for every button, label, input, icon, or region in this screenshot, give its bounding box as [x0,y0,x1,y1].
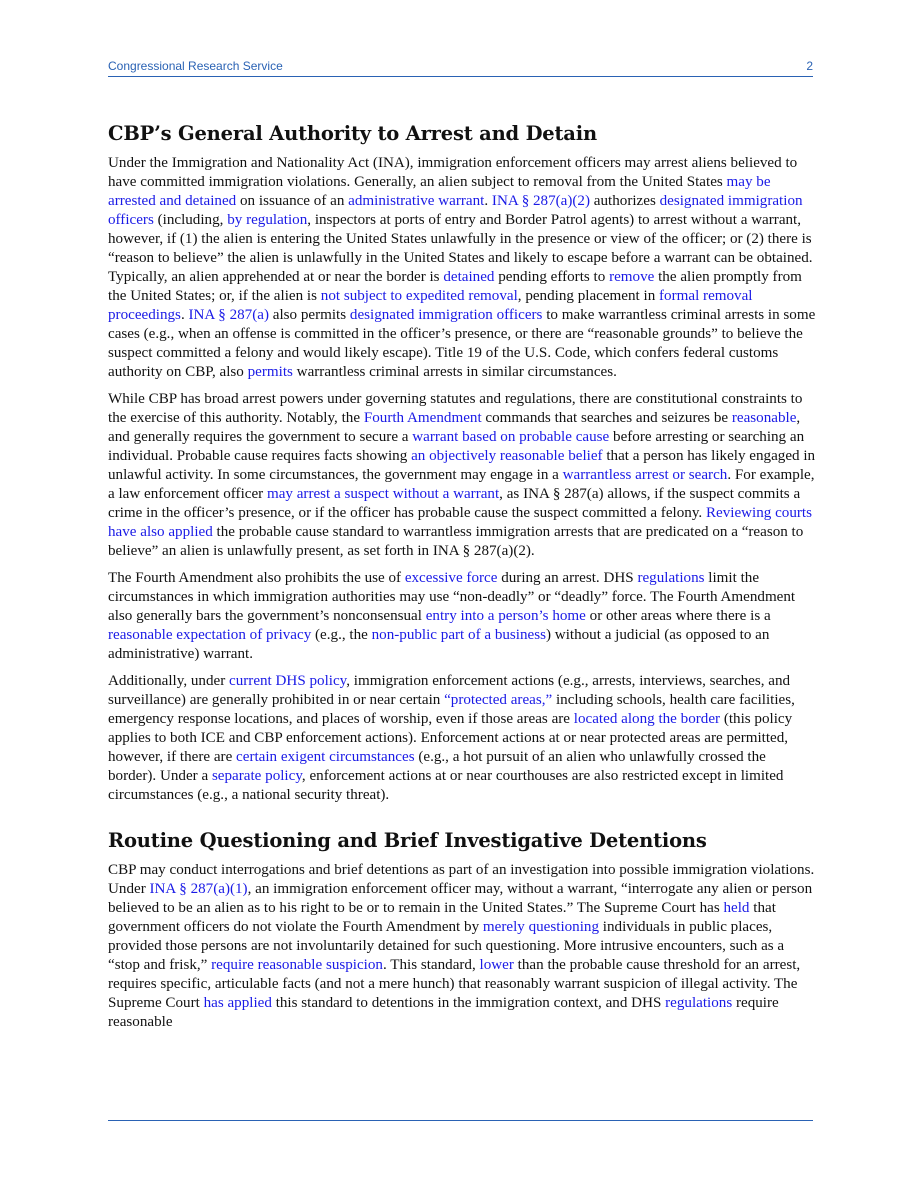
paragraph [108,861,816,1032]
text-run: also permits [268,307,350,323]
inline-link[interactable]: non-public part of a business [371,627,546,643]
inline-link[interactable]: Fourth Amendment [363,410,482,426]
inline-link[interactable]: regulations [665,995,733,1011]
text-run: than the probable cause threshold for an arrest, requires specific, articulable facts (and not a mere hunch) that reasonably warrant suspicion of illegal activity. The Supreme Court [108,957,801,1011]
header-page-number: 2 [806,59,813,73]
inline-link[interactable]: formal removal proceedings [108,288,753,323]
inline-link[interactable]: lower [479,957,514,973]
text-run: including schools, health care facilities, emergency response locations, and places of worship, even if those areas are [108,692,795,727]
text-run: during an arrest. DHS [497,570,638,586]
text-run: CBP may conduct interrogations and brief detentions as part of an investigation into possible immigration violations. Under [108,862,815,897]
text-run: , an immigration enforcement officer may, without a warrant, “interrogate any alien or person believed to be an alien as to his right to be or to remain in the United States.” The Supreme Court has [108,881,813,916]
text-run: that government officers do not violate the Fourth Amendment by [108,900,776,935]
paragraph [108,390,816,561]
inline-link[interactable]: merely questioning [482,919,600,935]
text-run: . This standard, [382,957,480,973]
inline-link[interactable]: Reviewing courts have also applied [108,505,812,540]
text-run: the alien promptly from the United States; or, if the alien is [108,269,802,304]
text-run: (e.g., a hot pursuit of an alien who unlawfully crossed the border). Under a [108,749,766,784]
inline-link[interactable]: detained [443,269,495,285]
text-run: (including, [153,212,228,228]
text-run: . [484,193,492,209]
inline-link[interactable]: certain exigent circumstances [236,749,415,765]
inline-link[interactable]: require reasonable suspicion [211,957,383,973]
inline-link[interactable]: designated immigration officers [108,193,803,228]
inline-link[interactable]: administrative warrant [348,193,485,209]
text-run: Additionally, under [108,673,230,689]
text-run: pending efforts to [494,269,610,285]
text-run: Under the Immigration and Nationality Act (INA), immigration enforcement officers may arrest aliens believed to have committed immigration violations. Generally, an alien subject to removal from the United States [108,155,798,190]
document-body [108,122,816,1040]
text-run: the probable cause standard to warrantless immigration arrests that are predicated on a “reason to believe” an alien is unlawfully present, as set forth in INA § 287(a)(2). [108,524,804,559]
text-run: that a person has likely engaged in unlawful activity. In some circumstances, the government may engage in a [108,448,816,483]
paragraph [108,672,816,805]
inline-link[interactable]: an objectively reasonable belief [411,448,603,464]
text-run: , pending placement in [517,288,660,304]
inline-link[interactable]: current DHS policy [229,673,347,689]
text-run: authorizes [590,193,660,209]
inline-link[interactable]: by regulation [227,212,308,228]
text-run: The Fourth Amendment also prohibits the use of [108,570,405,586]
text-run: warrantless criminal arrests in similar circumstances. [292,364,617,380]
inline-link[interactable]: entry into a person’s home [425,608,586,624]
inline-link[interactable]: “protected areas,” [444,692,553,708]
inline-link[interactable]: regulations [637,570,705,586]
text-run: (this policy applies to both ICE and CBP enforcement actions). Enforcement actions at or near protected areas are permitted, however, if there are [108,711,793,765]
text-run: , and generally requires the government to secure a [108,410,801,445]
text-run: , enforcement actions at or near courthouses are also restricted except in limited circumstances (e.g., a national security threat). [108,768,784,803]
inline-link[interactable]: has applied [203,995,272,1011]
inline-link[interactable]: reasonable expectation of privacy [108,627,312,643]
text-run: this standard to detentions in the immigration context, and DHS [271,995,666,1011]
inline-link[interactable]: remove [609,269,655,285]
inline-link[interactable]: located along the border [573,711,721,727]
footer-rule [108,1120,813,1121]
text-run: commands that searches and seizures be [481,410,732,426]
inline-link[interactable]: not subject to expedited removal [320,288,518,304]
inline-link[interactable]: separate policy [211,768,302,784]
text-run: , inspectors at ports of entry and Border Patrol agents) to arrest without a warrant, however, if (1) the alien is entering the United States unlawfully in the presence or view of the officer; or (2) there is “reason to believe” the alien is unlawfully in the United States and likely to escape before a warrant can be obtained. Typically, an alien apprehended at or near the border is [108,212,813,285]
text-run: ) without a judicial (as opposed to an administrative) warrant. [108,627,770,662]
section-heading-arrest-authority: CBP’s General Authority to Arrest and Detain [108,122,597,145]
section-heading-routine-questioning: Routine Questioning and Brief Investigative Detentions [108,829,707,852]
inline-link[interactable]: reasonable [731,410,797,426]
paragraph [108,569,816,664]
text-run: on issuance of an [236,193,349,209]
text-run: (e.g., the [311,627,372,643]
page-header [108,58,813,77]
inline-link[interactable]: held [723,900,750,916]
inline-link[interactable]: INA § 287(a)(2) [491,193,591,209]
inline-link[interactable]: warrant based on probable cause [412,429,610,445]
text-run: or other areas where there is a [585,608,771,624]
inline-link[interactable]: INA § 287(a)(1) [149,881,248,897]
inline-link[interactable]: designated immigration officers [349,307,543,323]
text-run: limit the circumstances in which immigration authorities may use “non-deadly” or “deadly” force. The Fourth Amendment also generally bars the government’s nonconsensual [108,570,796,624]
inline-link[interactable]: may arrest a suspect without a warrant [266,486,500,502]
text-run: , as INA § 287(a) allows, if the suspect commits a crime in the officer’s presence, or if the officer has probable cause the suspect committed a felony. [108,486,801,521]
inline-link[interactable]: INA § 287(a) [188,307,269,323]
paragraph [108,154,816,382]
text-run: , immigration enforcement actions (e.g., arrests, interviews, searches, and surveillance) are generally prohibited in or near certain [108,673,791,708]
text-run: before arresting or searching an individual. Probable cause requires facts showing [108,429,805,464]
inline-link[interactable]: permits [247,364,293,380]
text-run: individuals in public places, provided those persons are not involuntarily detained for such questioning. More intrusive encounters, such as a “stop and frisk,” [108,919,785,973]
inline-link[interactable]: warrantless arrest or search [562,467,728,483]
text-run: require reasonable [108,995,779,1030]
text-run: . For example, a law enforcement officer [108,467,815,502]
inline-link[interactable]: excessive force [404,570,498,586]
text-run: to make warrantless criminal arrests in some cases (e.g., when an offense is committed in the officer’s presence, or there are “reasonable grounds” to believe the suspect committed a felony and would likely escape). Title 19 of the U.S. Code, which confers federal customs authority on CBP, also [108,307,816,380]
text-run: . [180,307,189,323]
text-run: While CBP has broad arrest powers under governing statutes and regulations, there are constitutional constraints to the exercise of this authority. Notably, the [108,391,803,426]
header-organization: Congressional Research Service [108,59,283,73]
inline-link[interactable]: may be arrested and detained [108,174,771,209]
